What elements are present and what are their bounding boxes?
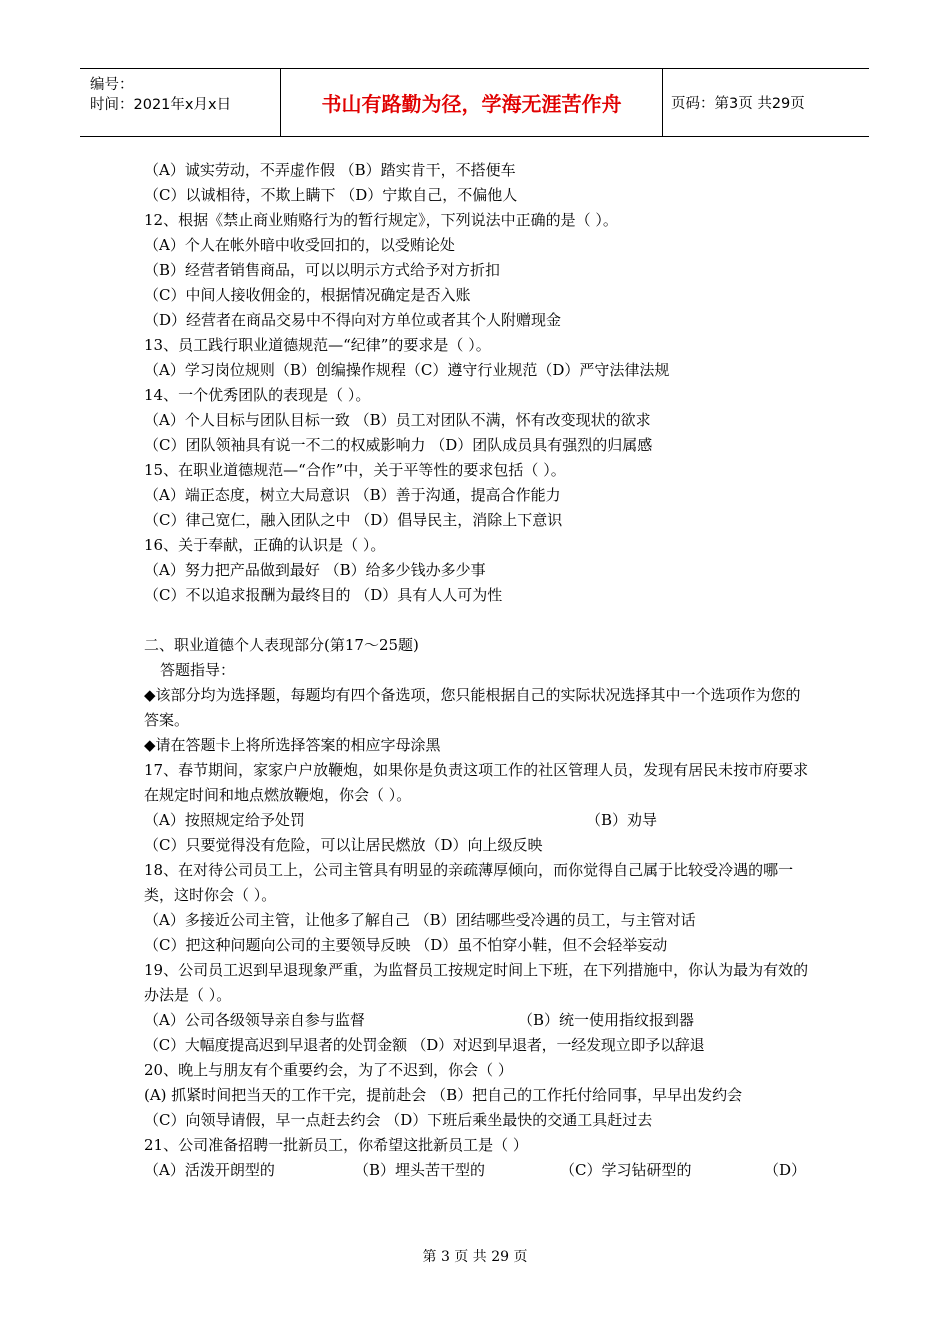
text-line: （B）经营者销售商品，可以以明示方式给予对方折扣 <box>144 261 501 279</box>
text-line: （A）努力把产品做到最好 （B）给多少钱办多少事 <box>144 561 486 579</box>
option-a: （A）按照规定给予处罚 <box>144 811 305 829</box>
option-a: （A）活泼开朗型的 <box>144 1161 275 1179</box>
option-row: （C）向领导请假，早一点赶去约会 （D）下班后乘坐最快的交通工具赶过去 <box>144 1111 653 1129</box>
option-d: （D） <box>764 1161 807 1179</box>
guide-note: ◆请在答题卡上将所选择答案的相应字母涂黑 <box>144 736 441 754</box>
number-label: 编号： <box>90 77 134 93</box>
text-line: （A）个人目标与团队目标一致 （B）员工对团队不满，怀有改变现状的欲求 <box>144 411 651 429</box>
guide-label: 答题指导： <box>160 661 236 679</box>
text-line: （C）不以追求报酬为最终目的 （D）具有人人可为性 <box>144 586 503 604</box>
question-stem: 15、在职业道德规范—“合作”中，关于平等性的要求包括（ ）。 <box>144 461 566 479</box>
option-row: （C）把这种问题向公司的主要领导反映 （D）虽不怕穿小鞋，但不会轻举妄动 <box>144 936 668 954</box>
text-line: （A）诚实劳动，不弄虚作假 （B）踏实肯干，不搭便车 <box>144 161 516 179</box>
question-stem: 20、晚上与朋友有个重要约会，为了不迟到，你会（ ） <box>144 1061 513 1079</box>
option-a: （A）公司各级领导亲自参与监督 <box>144 1011 365 1029</box>
question-stem: 12、根据《禁止商业贿赂行为的暂行规定》，下列说法中正确的是（ ）。 <box>144 211 618 229</box>
question-stem: 21、公司准备招聘一批新员工，你希望这批新员工是（ ） <box>144 1136 528 1154</box>
option-row: （A）多接近公司主管，让他多了解自己 （B）团结哪些受冷遇的员工，与主管对话 <box>144 911 696 929</box>
option-row: （C）只要觉得没有危险，可以让居民燃放（D）向上级反映 <box>144 836 543 854</box>
option-row <box>144 1008 814 1033</box>
section-title: 二、职业道德个人表现部分(第17～25题) <box>144 636 419 654</box>
page-footer: 第 3 页 共 29 页 <box>422 1249 528 1265</box>
option-row: （C）大幅度提高迟到早退者的处罚金额 （D）对迟到早退者，一经发现立即予以辞退 <box>144 1036 705 1054</box>
text-line: （C）团队领袖具有说一不二的权威影响力 （D）团队成员具有强烈的归属感 <box>144 436 653 454</box>
text-line: （C）中间人接收佣金的，根据情况确定是否入账 <box>144 286 471 304</box>
page-header <box>80 68 869 137</box>
option-b: （B）埋头苦干型的 <box>354 1161 486 1179</box>
question-stem: 16、关于奉献，正确的认识是（ ）。 <box>144 536 386 554</box>
header-meta <box>80 69 281 136</box>
guide-note: ◆该部分均为选择题，每题均有四个备选项，您只能根据自己的实际状况选择其中一个选项作为您的答案。 <box>144 686 801 729</box>
text-line: （C）以诚相待，不欺上瞒下 （D）宁欺自己，不偏他人 <box>144 186 518 204</box>
text-line: （A）端正态度，树立大局意识 （B）善于沟通，提高合作能力 <box>144 486 561 504</box>
date-label: 时间：2021年x月x日 <box>90 97 232 113</box>
question-stem: 17、春节期间，家家户户放鞭炮，如果你是负责这项工作的社区管理人员，发现有居民未按市府要求在规定时间和地点燃放鞭炮，你会（ ）。 <box>144 761 809 804</box>
question-stem: 14、一个优秀团队的表现是（ ）。 <box>144 386 371 404</box>
option-b: （B）劝导 <box>586 811 658 829</box>
text-line: （A）学习岗位规则（B）创编操作规程（C）遵守行业规范（D）严守法律法规 <box>144 361 670 379</box>
question-stem: 13、员工践行职业道德规范—“纪律”的要求是（ ）。 <box>144 336 491 354</box>
option-row <box>144 808 814 833</box>
text-line: （A）个人在帐外暗中收受回扣的，以受贿论处 <box>144 236 455 254</box>
option-row <box>144 1158 814 1183</box>
option-b: （B）统一使用指纹报到器 <box>518 1011 695 1029</box>
text-line: （C）律己宽仁，融入团队之中 （D）倡导民主，消除上下意识 <box>144 511 563 529</box>
option-row: (A) 抓紧时间把当天的工作干完，提前赴会 （B）把自己的工作托付给同事，早早出发约会 <box>144 1086 743 1104</box>
page-label: 页码：第3页 共29页 <box>671 96 805 112</box>
question-stem: 19、公司员工迟到早退现象严重，为监督员工按规定时间上下班，在下列措施中，你认为最为有效的办法是（ ）。 <box>144 961 809 1004</box>
document-body <box>144 158 814 1183</box>
question-stem: 18、在对待公司员工上，公司主管具有明显的亲疏薄厚倾向，而你觉得自己属于比较受冷遇的哪一类，这时你会（ ）。 <box>144 861 794 904</box>
text-line: （D）经营者在商品交易中不得向对方单位或者其个人附赠现金 <box>144 311 562 329</box>
option-c: （C）学习钻研型的 <box>560 1161 692 1179</box>
motto: 书山有路勤为径，学海无涯苦作舟 <box>281 69 663 136</box>
